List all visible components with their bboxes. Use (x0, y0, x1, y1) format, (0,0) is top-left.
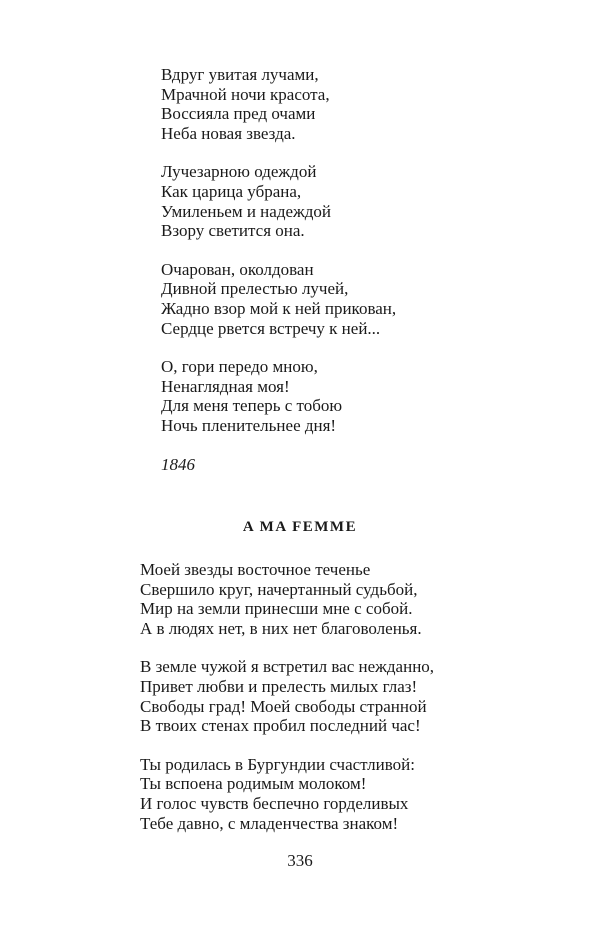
poem-first (161, 65, 561, 475)
poem-line: А в людях нет, в них нет благоволенья. (140, 618, 422, 638)
poem-date: 1846 (161, 454, 195, 474)
poem-line: Ты вспоена родимым молоком! (140, 774, 367, 794)
poem-line: Ночь пленительнее дня! (161, 415, 337, 435)
poem-line: Сердце рвется встречу к ней... (161, 318, 381, 338)
poem-line: Привет любви и прелесть милых глаз! (140, 676, 418, 696)
poem-second (140, 560, 580, 852)
poem1-stanza-4 (161, 357, 561, 435)
poem-line: И голос чувств беспечно горделивых (140, 793, 409, 813)
poem-line: В твоих стенах пробил последний час! (140, 716, 421, 736)
poem-line: В земле чужой я встретил вас нежданно, (140, 657, 435, 677)
poem-line: О, гори передо мною, (161, 357, 318, 377)
poem2-stanza-1 (140, 560, 580, 638)
page-number: 336 (287, 851, 313, 870)
poem-line: Воссияла пред очами (161, 104, 316, 124)
poem2-stanza-3 (140, 755, 580, 833)
poem-title: A MA FEMME (242, 519, 358, 535)
poem-line: Свершило круг, начертанный судьбой, (140, 579, 418, 599)
poem-line: Как царица убрана, (161, 181, 302, 201)
poem1-stanza-1 (161, 65, 561, 143)
poem-line: Взору светится она. (161, 221, 305, 241)
poem-line: Мир на земли принесши мне с собой. (140, 599, 413, 619)
poem1-stanza-2 (161, 162, 561, 240)
poem-line: Лучезарною одеждой (161, 162, 317, 182)
poem-line: Неба новая звезда. (161, 123, 296, 143)
poem1-stanza-3 (161, 260, 561, 338)
poem-line: Ты родилась в Бургундии счастливой: (140, 754, 415, 774)
poem-line: Моей звезды восточное теченье (140, 560, 371, 579)
poem-line: Умиленьем и надеждой (161, 201, 332, 221)
poem-line: Мрачной ночи красота, (161, 84, 330, 104)
poem-line: Жадно взор мой к ней прикован, (161, 298, 397, 318)
poem-line: Вдруг увитая лучами, (161, 65, 319, 84)
poem-line: Свободы град! Моей свободы странной (140, 696, 427, 716)
poem2-stanza-2 (140, 657, 580, 735)
poem-line: Дивной прелестью лучей, (161, 279, 349, 299)
poem-line: Тебе давно, с младенчества знаком! (140, 813, 399, 833)
poem-line: Ненаглядная моя! (161, 376, 290, 396)
poem-line: Для меня теперь с тобою (161, 396, 343, 416)
poem-line: Очарован, околдован (161, 259, 314, 279)
